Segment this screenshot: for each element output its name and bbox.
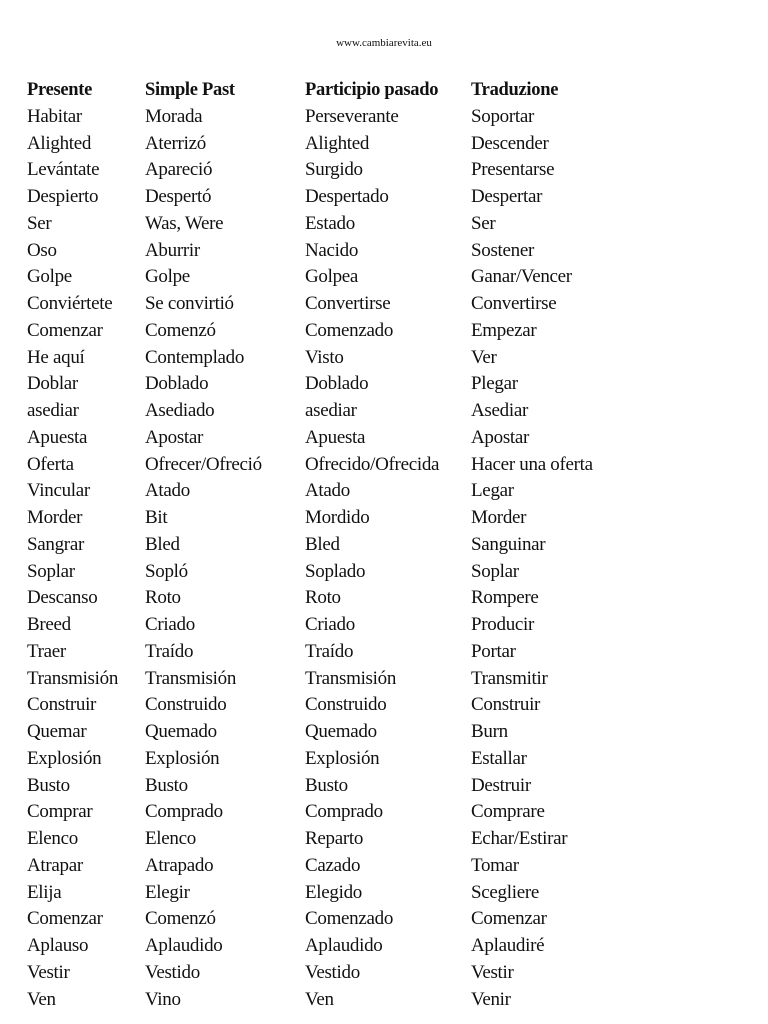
participio-pasado-cell: Transmisión — [305, 667, 397, 689]
simple-past-cell: Roto — [145, 587, 181, 609]
table-row — [27, 211, 651, 238]
simple-past-cell: Comprado — [145, 801, 223, 823]
participio-pasado-cell: Alighted — [305, 132, 370, 154]
presente-cell: Elenco — [27, 828, 78, 849]
table-row — [27, 960, 651, 987]
traduzione-cell: Plegar — [471, 373, 518, 395]
participio-pasado-cell: Nacido — [305, 239, 359, 261]
simple-past-cell: Apareció — [145, 159, 213, 181]
traduzione-cell: Convertirse — [471, 293, 557, 314]
participio-pasado-cell: Mordido — [305, 507, 370, 528]
simple-past-cell: Doblado — [145, 373, 209, 395]
table-row — [27, 666, 651, 693]
presente-cell: Vincular — [27, 480, 90, 502]
traduzione-cell: Echar/Estirar — [471, 828, 568, 849]
presente-cell: Transmisión — [27, 667, 119, 689]
participio-pasado-cell: Golpea — [305, 266, 359, 288]
traduzione-cell: Ser — [471, 212, 496, 234]
participio-pasado-cell: Ven — [305, 988, 334, 1010]
table-row — [27, 906, 651, 933]
table-row — [27, 773, 651, 800]
column-header-traduzione: Traduzione — [471, 80, 559, 100]
traduzione-cell: Portar — [471, 640, 516, 662]
table-row — [27, 719, 651, 746]
participio-pasado-cell: Cazado — [305, 854, 361, 876]
participio-pasado-cell: Soplado — [305, 560, 366, 582]
presente-cell: Soplar — [27, 560, 75, 582]
participio-pasado-cell: Aplaudido — [305, 935, 383, 956]
table-row — [27, 131, 651, 158]
traduzione-cell: Burn — [471, 721, 508, 742]
table-row — [27, 318, 651, 345]
participio-pasado-cell: Ofrecido/Ofrecida — [305, 453, 440, 475]
participio-pasado-cell: Comprado — [305, 801, 383, 823]
table-row — [27, 157, 651, 184]
simple-past-cell: Criado — [145, 614, 195, 635]
traduzione-cell: Hacer una oferta — [471, 453, 593, 475]
participio-pasado-cell: Elegido — [305, 881, 362, 903]
participio-pasado-cell: Roto — [305, 587, 341, 609]
simple-past-cell: Contemplado — [145, 346, 245, 368]
presente-cell: Ser — [27, 212, 52, 234]
simple-past-cell: Se convirtió — [145, 293, 234, 314]
presente-cell: Oso — [27, 239, 57, 261]
site-url: www.cambiarevita.eu — [336, 37, 432, 49]
participio-pasado-cell: Busto — [305, 774, 348, 796]
simple-past-cell: Was, Were — [145, 212, 224, 234]
simple-past-cell: Bit — [145, 507, 168, 528]
presente-cell: asediar — [27, 400, 79, 421]
participio-pasado-cell: Perseverante — [305, 105, 399, 127]
simple-past-cell: Quemado — [145, 721, 217, 742]
traduzione-cell: Comprare — [471, 801, 545, 823]
participio-pasado-cell: Criado — [305, 614, 355, 635]
participio-pasado-cell: Surgido — [305, 159, 363, 181]
presente-cell: Comprar — [27, 801, 93, 823]
simple-past-cell: Apostar — [145, 426, 204, 448]
simple-past-cell: Elegir — [145, 881, 190, 903]
presente-cell: Golpe — [27, 266, 72, 288]
presente-cell: Oferta — [27, 453, 74, 475]
table-row — [27, 104, 651, 131]
simple-past-cell: Vino — [145, 988, 181, 1010]
participio-pasado-cell: Convertirse — [305, 293, 391, 314]
presente-cell: Apuesta — [27, 426, 88, 448]
table-row — [27, 746, 651, 773]
traduzione-cell: Rompere — [471, 587, 539, 609]
presente-cell: Aplauso — [27, 935, 89, 956]
participio-pasado-cell: Doblado — [305, 373, 369, 395]
table-row — [27, 238, 651, 265]
simple-past-cell: Aplaudido — [145, 935, 223, 956]
traduzione-cell: Construir — [471, 694, 541, 716]
traduzione-cell: Sanguinar — [471, 533, 546, 555]
column-header-participio-pasado: Participio pasado — [305, 80, 439, 100]
participio-pasado-cell: Despertado — [305, 186, 389, 207]
presente-cell: Atrapar — [27, 854, 83, 876]
table-row — [27, 639, 651, 666]
table-row — [27, 532, 651, 559]
traduzione-cell: Apostar — [471, 426, 530, 448]
traduzione-cell: Sostener — [471, 239, 535, 261]
traduzione-cell: Descender — [471, 132, 549, 154]
presente-cell: Habitar — [27, 105, 82, 127]
participio-pasado-cell: Apuesta — [305, 426, 366, 448]
presente-cell: Alighted — [27, 132, 92, 154]
traduzione-cell: Ganar/Vencer — [471, 266, 572, 288]
traduzione-cell: Comenzar — [471, 908, 547, 930]
table-row — [27, 452, 651, 479]
simple-past-cell: Comenzó — [145, 319, 216, 341]
presente-cell: Comenzar — [27, 319, 103, 341]
table-row — [27, 184, 651, 211]
traduzione-cell: Morder — [471, 507, 527, 528]
simple-past-cell: Aterrizó — [145, 132, 206, 154]
table-row — [27, 425, 651, 452]
participio-pasado-cell: Quemado — [305, 721, 377, 742]
table-row — [27, 478, 651, 505]
table-row — [27, 585, 651, 612]
presente-cell: Explosión — [27, 747, 102, 769]
participio-pasado-cell: asediar — [305, 400, 357, 421]
participio-pasado-cell: Reparto — [305, 828, 364, 849]
simple-past-cell: Sopló — [145, 560, 188, 582]
traduzione-cell: Presentarse — [471, 159, 555, 181]
participio-pasado-cell: Comenzado — [305, 319, 394, 341]
presente-cell: Levántate — [27, 159, 100, 181]
presente-cell: Busto — [27, 774, 70, 796]
presente-cell: Construir — [27, 694, 97, 716]
table-row — [27, 933, 651, 960]
traduzione-cell: Empezar — [471, 319, 537, 341]
simple-past-cell: Construido — [145, 694, 227, 716]
simple-past-cell: Elenco — [145, 828, 196, 849]
presente-cell: Comenzar — [27, 908, 103, 930]
table-row — [27, 291, 651, 318]
verb-conjugation-table — [27, 77, 651, 1013]
traduzione-cell: Destruir — [471, 774, 531, 796]
simple-past-cell: Bled — [145, 533, 180, 555]
traduzione-cell: Ver — [471, 346, 497, 368]
table-row — [27, 371, 651, 398]
column-header-simple-past: Simple Past — [145, 80, 235, 100]
participio-pasado-cell: Comenzado — [305, 908, 394, 930]
traduzione-cell: Venir — [471, 988, 511, 1010]
traduzione-cell: Despertar — [471, 186, 543, 207]
table-row — [27, 398, 651, 425]
presente-cell: Elija — [27, 881, 62, 903]
participio-pasado-cell: Estado — [305, 212, 355, 234]
table-row — [27, 799, 651, 826]
traduzione-cell: Tomar — [471, 854, 519, 876]
simple-past-cell: Atrapado — [145, 854, 214, 876]
presente-cell: Breed — [27, 614, 71, 635]
table-row — [27, 559, 651, 586]
simple-past-cell: Vestido — [145, 961, 200, 983]
simple-past-cell: Morada — [145, 105, 203, 127]
presente-cell: Conviértete — [27, 293, 113, 314]
table-row — [27, 987, 651, 1014]
traduzione-cell: Legar — [471, 480, 514, 502]
simple-past-cell: Busto — [145, 774, 188, 796]
presente-cell: Doblar — [27, 373, 78, 395]
simple-past-cell: Aburrir — [145, 239, 200, 261]
simple-past-cell: Comenzó — [145, 908, 216, 930]
traduzione-cell: Asediar — [471, 400, 528, 421]
presente-cell: Morder — [27, 507, 83, 528]
table-body — [27, 104, 651, 1014]
table-row — [27, 612, 651, 639]
traduzione-cell: Producir — [471, 614, 535, 635]
simple-past-cell: Transmisión — [145, 667, 237, 689]
simple-past-cell: Asediado — [145, 400, 215, 421]
simple-past-cell: Despertó — [145, 186, 212, 207]
table-row — [27, 826, 651, 853]
presente-cell: Quemar — [27, 721, 87, 742]
participio-pasado-cell: Bled — [305, 533, 340, 555]
participio-pasado-cell: Vestido — [305, 961, 360, 983]
table-row — [27, 264, 651, 291]
traduzione-cell: Transmitir — [471, 667, 548, 689]
table-row — [27, 692, 651, 719]
traduzione-cell: Vestir — [471, 961, 514, 983]
simple-past-cell: Golpe — [145, 266, 190, 288]
table-row — [27, 853, 651, 880]
traduzione-cell: Scegliere — [471, 881, 539, 903]
participio-pasado-cell: Construido — [305, 694, 387, 716]
simple-past-cell: Explosión — [145, 747, 220, 769]
simple-past-cell: Atado — [145, 480, 190, 502]
table-header-row — [27, 77, 651, 104]
presente-cell: Ven — [27, 988, 56, 1010]
table-row — [27, 505, 651, 532]
simple-past-cell: Ofrecer/Ofreció — [145, 453, 262, 475]
participio-pasado-cell: Explosión — [305, 747, 380, 769]
traduzione-cell: Soportar — [471, 105, 535, 127]
participio-pasado-cell: Visto — [305, 346, 344, 368]
presente-cell: He aquí — [27, 346, 85, 368]
presente-cell: Vestir — [27, 961, 70, 983]
traduzione-cell: Soplar — [471, 560, 519, 582]
presente-cell: Descanso — [27, 587, 98, 609]
participio-pasado-cell: Atado — [305, 480, 350, 502]
traduzione-cell: Aplaudiré — [471, 935, 545, 956]
table-row — [27, 880, 651, 907]
participio-pasado-cell: Traído — [305, 640, 354, 662]
table-row — [27, 345, 651, 372]
traduzione-cell: Estallar — [471, 747, 527, 769]
presente-cell: Traer — [27, 640, 66, 662]
presente-cell: Sangrar — [27, 533, 84, 555]
presente-cell: Despierto — [27, 186, 99, 207]
column-header-presente: Presente — [27, 80, 93, 100]
simple-past-cell: Traído — [145, 640, 194, 662]
